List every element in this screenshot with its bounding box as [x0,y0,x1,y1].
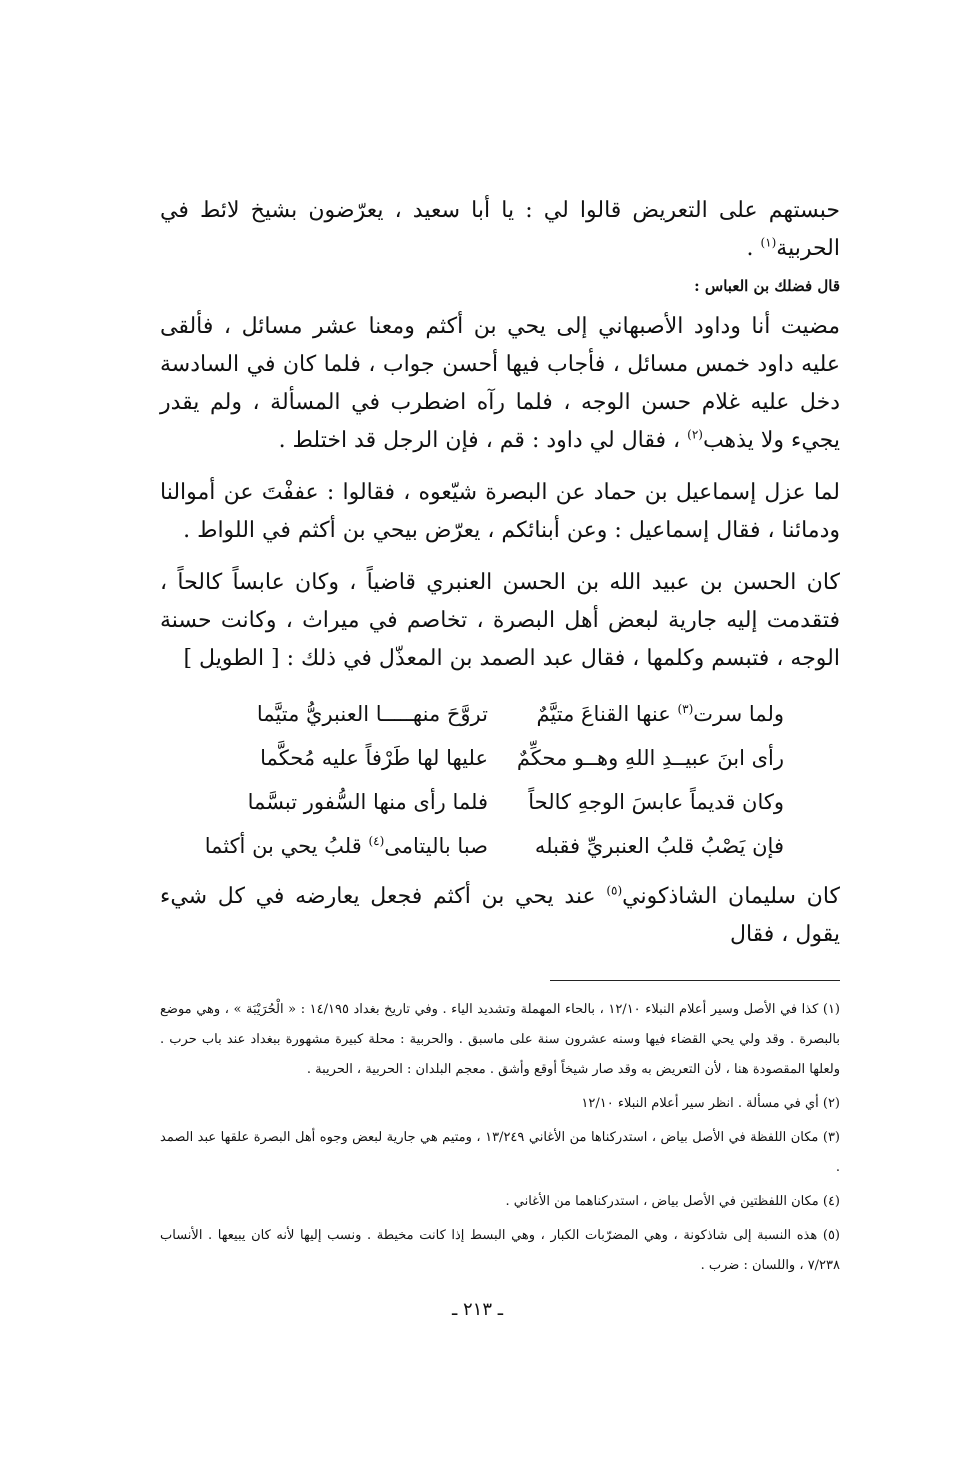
verse-3-first-hemistich: وكان قديماً عابسَ الوجهِ كالحاً [528,790,784,814]
paragraph-5-text: كان سليمان الشاذكوني [622,884,840,909]
footnote-3: (٣) مكان اللفظة في الأصل بياض ، استدركناها من الأغاني ١٣/٢٤٩ ، ومتيم هي جارية لبعض وجوه أهل البصرة علقها عبد الصمد . [160,1130,840,1175]
footnote-separator [550,980,840,981]
paragraph-4: كان الحسن بن عبيد الله بن الحسن العنبري قاضياً ، وكان عابساً كالحاً ، فتقدمت إليه جارية لبعض أهل البصرة ، تخاصم في ميراث ، وكانت حسنة الوجه ، فتبسم وكلمها ، فقال عبد الصمد بن المعذّل في ذلك : [ الطويل ] [160,570,840,671]
verse-4 [160,824,840,868]
page-number: ـ ٢١٣ ـ [451,1299,503,1320]
section-heading: قال فضلك بن العباس : [694,277,840,295]
verse-2 [160,736,840,780]
paragraph-5-rest: عند يحي بن أكثم فجعل يعارضه في كل شيء يقول ، فقال [160,884,840,947]
verse-3 [160,780,840,824]
page-content [160,192,840,1285]
footnote-ref-1: (١) [760,235,777,250]
verse-1 [160,692,840,736]
paragraph-3: لما عزل إسماعيل بن حماد عن البصرة شيّعوه ، فقالوا : عففْتَ عن أموالنا ودمائنا ، فقال إسماعيل : وعن أبنائكم ، يعرّض بيحي بن أكثم في اللواط . [160,480,840,543]
verse-4-second-hemistich: صبا باليتامى$^{(٤)}$ قلبُ يحي بن أكثما [204,834,488,858]
paragraph-5 [160,878,840,954]
paragraph-1-end: . [746,236,761,261]
verse-3-second-hemistich: فلما رأى منها السُّفور تبسَّما [247,790,488,814]
footnote-4: (٤) مكان اللفظتين في الأصل بياض ، استدركناهما من الأغاني . [505,1194,840,1209]
footnote-1: (١) كذا في الأصل وسير أعلام النبلاء ١٢/١٠ ، بالحاء المهملة وتشديد الياء . وفي تاريخ بغداد ١٤/١٩٥ : « الْحُرَيْبَة » ، وهي موضع بالبصرة . وقد ولي يحي القضاء فيها وسنه عشرون سنة على ماسبق . والحربية : محلة كبيرة مشهورة ببغداد عند باب حرب . ولعلها المقصودة هنا ، لأن التعريض به وقد صار شيخاً أوقع وأشق . معجم البلدان : الحربية ، الحريبة . [160,1002,840,1077]
footnote-ref-3: (٣) [677,702,694,716]
verse-1-first-hemistich: ولما سرت$^{(٣)}$ عنها القناعَ متيَّمٌ [536,702,784,726]
footnote-ref-2: (٢) [687,427,703,442]
poem [160,692,840,868]
paragraph-1-text: حبستهم على التعريض قالوا لي : يا أبا سعيد ، يعرّضون بشيخ لائط في الحربية [160,198,840,261]
verse-2-second-hemistich: عليها لها طَرْفاً عليه مُحكَّما [260,746,488,770]
footnote-5: (٥) هذه النسبة إلى شاذكونة ، وهي المضرّبات الكبار ، وهي البسط إذا كانت مخيطة . ونسب إليها لأنه كان يبيعها . الأنساب ٧/٢٣٨ ، واللسان : ضرب . [160,1228,840,1273]
footnotes [160,995,840,1281]
verse-1-second-hemistich: تروَّحَ منهـــــا العنبريُّ متيَّما [256,702,488,726]
footnote-2: (٢) أي في مسألة . انظر سير أعلام النبلاء ١٢/١٠ [581,1096,840,1111]
paragraph-2 [160,308,840,460]
footnote-ref-4: (٤) [368,834,385,848]
paragraph-1 [160,192,840,268]
verse-4-first-hemistich: فإن يَصْبُ قلبُ العنبريِّ فقبله [534,834,784,858]
paragraph-2-text: مضيت أنا وداود الأصبهاني إلى يحي بن أكثم ومعنا عشر مسائل ، فألقى عليه داود خمس مسائل ، فأجاب فيها أحسن جواب ، فلما كان في السادسة دخل عليه غلام حسن الوجه ، فلما رآه اضطرب في المسألة ، ولم يقدر يجيء ولا يذهب [160,314,840,453]
footnote-ref-5: (٥) [606,883,623,898]
paragraph-2-end: ، فقال لي داود : قم ، فإن الرجل قد اختلط . [278,428,688,453]
verse-2-first-hemistich: رأى ابنَ عبيــدِ اللهِ وهــو محكِّمٌ [516,746,784,770]
